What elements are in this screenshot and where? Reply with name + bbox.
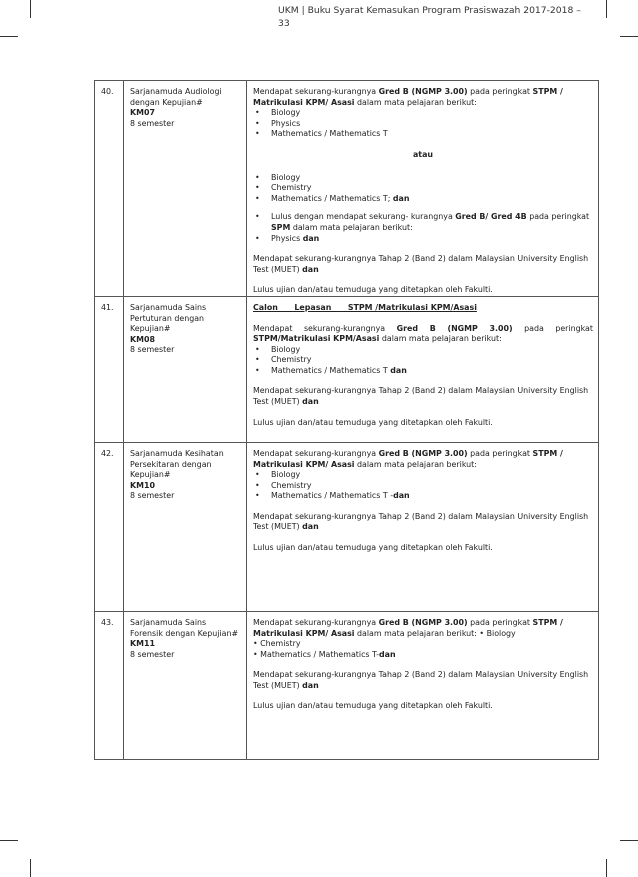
crop-mark: [606, 859, 607, 877]
muet-requirement: Mendapat sekurang-kurangnya Tahap 2 (Band 2) dalam Malaysian University English Test (MUET) dan: [253, 254, 589, 274]
program-cell: [124, 296, 247, 442]
requirement-text: Mendapat sekurang-kurangnya Gred B (NGMP 3.00) pada peringkat STPM/Matrikulasi KPM/Asasi dalam mata pelajaran berikut:: [253, 323, 593, 344]
crop-mark: [0, 36, 18, 37]
program-name: Sarjanamuda Sains Forensik dengan Kepujian#: [130, 617, 239, 638]
list-item: • Biology: [253, 470, 593, 481]
program-name: Sarjanamuda Sains Pertuturan dengan Kepujian#: [130, 302, 207, 334]
requirements-cell: [247, 611, 599, 759]
list-item: • Mathematics / Mathematics T: [253, 129, 593, 140]
interview-requirement: Lulus ujian dan/atau temuduga yang ditetapkan oleh Fakulti.: [253, 543, 493, 553]
candidate-heading: Calon Lepasan STPM /Matrikulasi KPM/Asasi: [253, 302, 477, 312]
row-number: 42.: [95, 442, 124, 611]
list-item: • Chemistry: [253, 481, 593, 492]
program-cell: [124, 442, 247, 611]
program-duration: 8 semester: [130, 649, 175, 659]
header-title: UKM | Buku Syarat Kemasukan Program Prasiswazah 2017-2018 –: [278, 5, 581, 16]
program-duration: 8 semester: [130, 345, 175, 355]
atau-label: atau: [412, 149, 434, 159]
program-code: KM11: [130, 639, 155, 649]
program-cell: [124, 81, 247, 297]
requirements-table: [94, 80, 599, 760]
list-item: • Biology: [253, 345, 593, 356]
interview-requirement: Lulus ujian dan/atau temuduga yang ditetapkan oleh Fakulti.: [253, 701, 493, 711]
program-code: KM10: [130, 480, 155, 490]
requirements-cell: [247, 442, 599, 611]
interview-requirement: Lulus ujian dan/atau temuduga yang ditetapkan oleh Fakulti.: [253, 285, 493, 295]
subject-list: [253, 173, 593, 205]
list-item: • Mathematics / Mathematics T -dan: [253, 491, 593, 502]
requirement-text: Mendapat sekurang-kurangnya Gred B (NGMP 3.00) pada peringkat STPM / Matrikulasi KPM/ Asasi dalam mata pelajaran berikut:: [253, 87, 563, 107]
row-number: 41.: [95, 296, 124, 442]
crop-mark: [0, 840, 18, 841]
table-row: [95, 442, 599, 611]
crop-mark: [620, 36, 638, 37]
list-item: • Mathematics / Mathematics T-dan: [253, 649, 396, 659]
crop-mark: [30, 0, 31, 18]
program-code: KM08: [130, 334, 155, 344]
program-name: Sarjanamuda Audiologi dengan Kepujian#: [130, 87, 222, 107]
requirements-cell: [247, 81, 599, 297]
muet-requirement: Mendapat sekurang-kurangnya Tahap 2 (Band 2) dalam Malaysian University English Test (MUET) dan: [253, 386, 589, 407]
row-number: 43.: [95, 611, 124, 759]
program-duration: 8 semester: [130, 118, 175, 128]
program-code: KM07: [130, 108, 155, 118]
list-item: • Biology: [253, 108, 593, 119]
list-item: • Chemistry: [253, 183, 593, 194]
program-cell: [124, 611, 247, 759]
muet-requirement: Mendapat sekurang-kurangnya Tahap 2 (Band 2) dalam Malaysian University English Test (MUET) dan: [253, 511, 589, 532]
requirements-cell: [247, 296, 599, 442]
requirement-text: Mendapat sekurang-kurangnya Gred B (NGMP 3.00) pada peringkat STPM / Matrikulasi KPM/ Asasi dalam mata pelajaran berikut:: [253, 448, 563, 469]
program-name: Sarjanamuda Kesihatan Persekitaran dengan Kepujian#: [130, 448, 224, 480]
list-item: • Mathematics / Mathematics T; dan: [253, 194, 593, 205]
list-item: • Physics: [253, 119, 593, 130]
subject-list: [253, 470, 593, 502]
list-item: • Mathematics / Mathematics T dan: [253, 366, 593, 377]
table-row: [95, 611, 599, 759]
list-item: • Biology: [253, 173, 593, 184]
spm-list: [253, 212, 593, 244]
list-item: • Physics dan: [253, 234, 593, 245]
crop-mark: [30, 859, 31, 877]
subject-list: [253, 345, 593, 377]
subject-list: [253, 108, 593, 140]
table-row: [95, 81, 599, 297]
muet-requirement: Mendapat sekurang-kurangnya Tahap 2 (Band 2) dalam Malaysian University English Test (MUET) dan: [253, 670, 589, 690]
table-row: [95, 296, 599, 442]
program-duration: 8 semester: [130, 491, 175, 501]
crop-mark: [606, 0, 607, 18]
page-header: [278, 4, 598, 30]
row-number: 40.: [95, 81, 124, 297]
list-item: • Chemistry: [253, 639, 301, 649]
list-item: • Chemistry: [253, 355, 593, 366]
page-number: 33: [278, 18, 290, 29]
crop-mark: [620, 840, 638, 841]
interview-requirement: Lulus ujian dan/atau temuduga yang ditetapkan oleh Fakulti.: [253, 417, 493, 427]
requirement-text: Mendapat sekurang-kurangnya Gred B (NGMP 3.00) pada peringkat STPM / Matrikulasi KPM/ Asasi dalam mata pelajaran berikut: • Biology: [253, 617, 563, 638]
list-item: • Lulus dengan mendapat sekurang- kurangnya Gred B/ Gred 4B pada peringkat SPM dalam mata pelajaran berikut:: [253, 212, 593, 233]
